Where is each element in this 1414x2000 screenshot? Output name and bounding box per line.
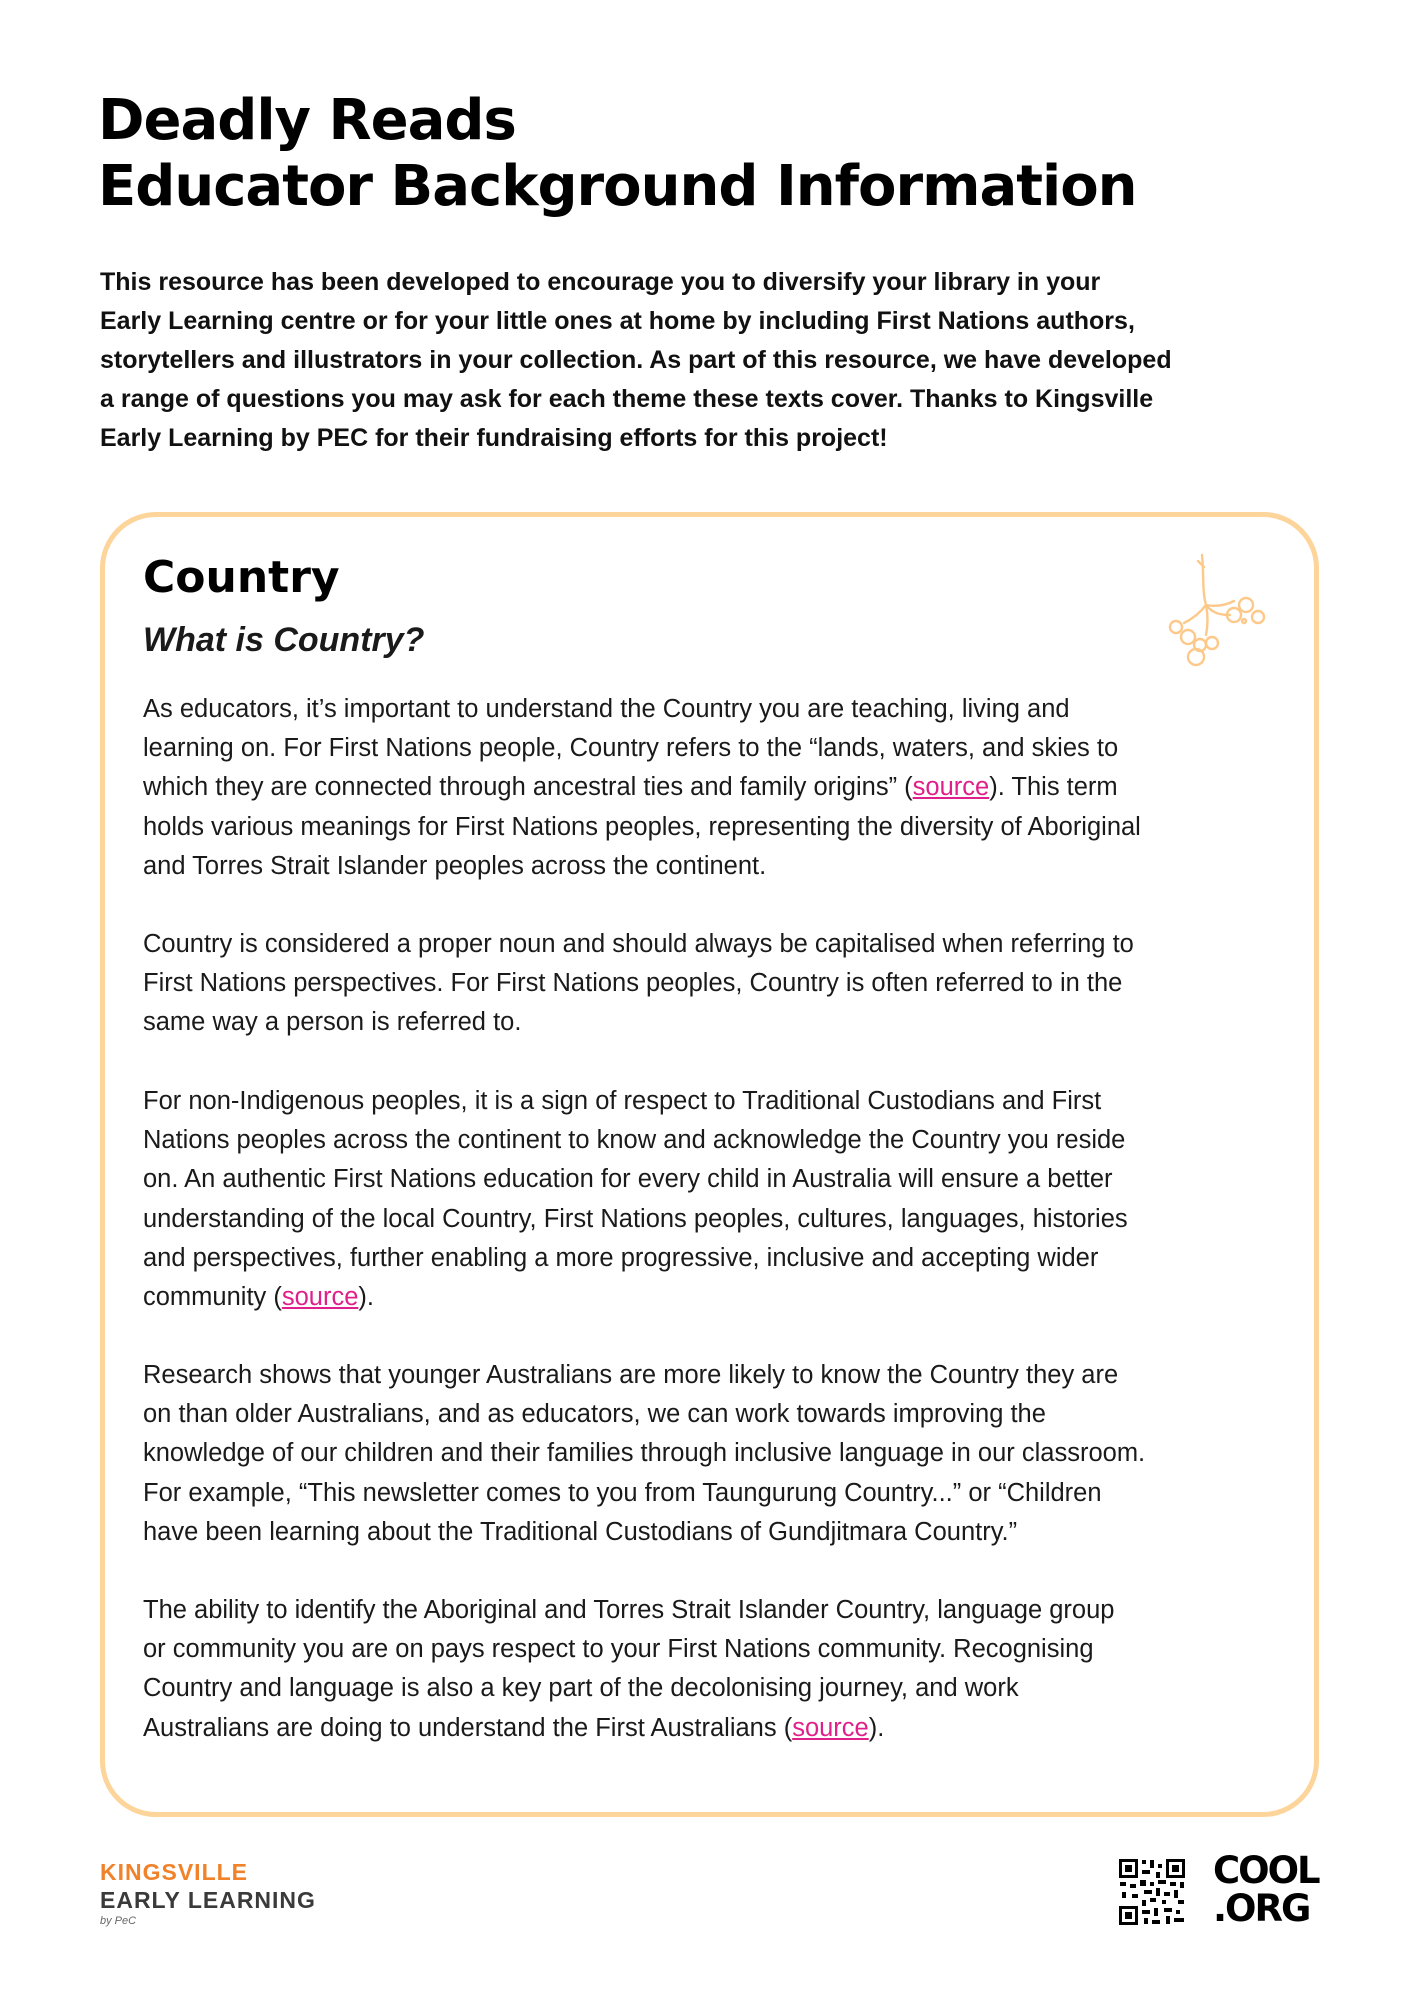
body-line: holds various meanings for First Nations peoples, representing the diversity of Aboriginal bbox=[143, 812, 1141, 841]
body-line: understanding of the local Country, First Nations peoples, cultures, languages, histories bbox=[143, 1204, 1128, 1233]
body-line: knowledge of our children and their families through inclusive language in our classroom. bbox=[143, 1439, 1146, 1468]
body-line: First Nations perspectives. For First Nations peoples, Country is often referred to in the bbox=[143, 969, 1123, 998]
body-line bbox=[143, 1709, 1303, 1748]
source-link[interactable]: source bbox=[792, 1713, 869, 1742]
body-text-fragment: Australians are doing to understand the First Australians ( bbox=[143, 1713, 793, 1742]
body-line: same way a person is referred to. bbox=[143, 1008, 522, 1037]
kingsville-logo-line-3: by PeC bbox=[100, 1915, 137, 1927]
cool-logo-line-1: COOL bbox=[1213, 1849, 1319, 1892]
intro-line: Early Learning by PEC for their fundraising efforts for this project! bbox=[100, 424, 888, 452]
body-line: and Torres Strait Islander peoples across the continent. bbox=[143, 851, 767, 880]
cool-org-logo bbox=[1213, 1849, 1323, 1930]
kingsville-logo-line-1: KINGSVILLE bbox=[100, 1859, 249, 1885]
body-line: As educators, it’s important to understand the Country you are teaching, living and bbox=[143, 695, 1070, 723]
intro-paragraph bbox=[100, 263, 1340, 458]
paragraph-recognising-country bbox=[143, 1591, 1303, 1748]
kingsville-logo bbox=[100, 1858, 316, 1928]
body-line: on. An authentic First Nations education for every child in Australia will ensure a better bbox=[143, 1165, 1113, 1194]
body-line: The ability to identify the Aboriginal and Torres Strait Islander Country, language group bbox=[143, 1596, 1115, 1624]
body-line: and perspectives, further enabling a more progressive, inclusive and accepting wider bbox=[143, 1243, 1099, 1272]
body-text-fragment: ). bbox=[358, 1283, 374, 1312]
body-line: or community you are on pays respect to your First Nations community. Recognising bbox=[143, 1635, 1094, 1664]
source-link[interactable]: source bbox=[281, 1283, 359, 1312]
source-link[interactable]: source bbox=[912, 773, 990, 802]
body-line: For example, “This newsletter comes to you from Taungurung Country...” or “Children bbox=[143, 1478, 1102, 1507]
body-text-fragment: ). This term bbox=[989, 773, 1118, 802]
berry-branch-icon bbox=[1162, 553, 1272, 668]
body-line: learning on. For First Nations people, Country refers to the “lands, waters, and skies to bbox=[143, 734, 1119, 763]
intro-line: Early Learning centre or for your little ones at home by including First Nations authors, bbox=[100, 307, 1135, 335]
paragraph-proper-noun bbox=[143, 925, 1303, 1043]
kingsville-logo-line-2: EARLY LEARNING bbox=[100, 1887, 316, 1913]
page-title bbox=[98, 88, 1137, 220]
paragraph-research bbox=[143, 1356, 1303, 1552]
body-line: have been learning about the Traditional Custodians of Gundjitmara Country.” bbox=[143, 1517, 1018, 1546]
body-line: Country is considered a proper noun and should always be capitalised when referring to bbox=[143, 930, 1134, 958]
section-heading: Country bbox=[143, 552, 340, 603]
body-line bbox=[143, 768, 1303, 807]
body-text-fragment: which they are connected through ancestral ties and family origins” ( bbox=[143, 773, 913, 802]
cool-logo-line-2: .ORG bbox=[1213, 1887, 1310, 1930]
body-text-fragment: community ( bbox=[143, 1283, 282, 1312]
body-line: Nations peoples across the continent to know and acknowledge the Country you reside bbox=[143, 1126, 1126, 1155]
intro-line: This resource has been developed to encourage you to diversify your library in your bbox=[100, 268, 1101, 296]
page-title-line-2: Educator Background Information bbox=[98, 154, 1137, 219]
paragraph-non-indigenous bbox=[143, 1082, 1303, 1317]
body-line: Research shows that younger Australians are more likely to know the Country they are bbox=[143, 1361, 1119, 1389]
body-text-fragment: ). bbox=[868, 1713, 885, 1742]
qr-code-icon[interactable] bbox=[1118, 1858, 1186, 1926]
section-subheading: What is Country? bbox=[143, 621, 425, 659]
body-line: Country and language is also a key part of the decolonising journey, and work bbox=[143, 1674, 1019, 1703]
intro-line: storytellers and illustrators in your collection. As part of this resource, we have developed bbox=[100, 346, 1172, 374]
paragraph-what-is-country bbox=[143, 690, 1303, 886]
body-line: For non-Indigenous peoples, it is a sign of respect to Traditional Custodians and First bbox=[143, 1087, 1102, 1115]
body-line: on than older Australians, and as educators, we can work towards improving the bbox=[143, 1400, 1046, 1429]
intro-line: a range of questions you may ask for each theme these texts cover. Thanks to Kingsville bbox=[100, 385, 1154, 413]
page-title-line-1: Deadly Reads bbox=[98, 88, 516, 153]
body-line bbox=[143, 1278, 1303, 1317]
